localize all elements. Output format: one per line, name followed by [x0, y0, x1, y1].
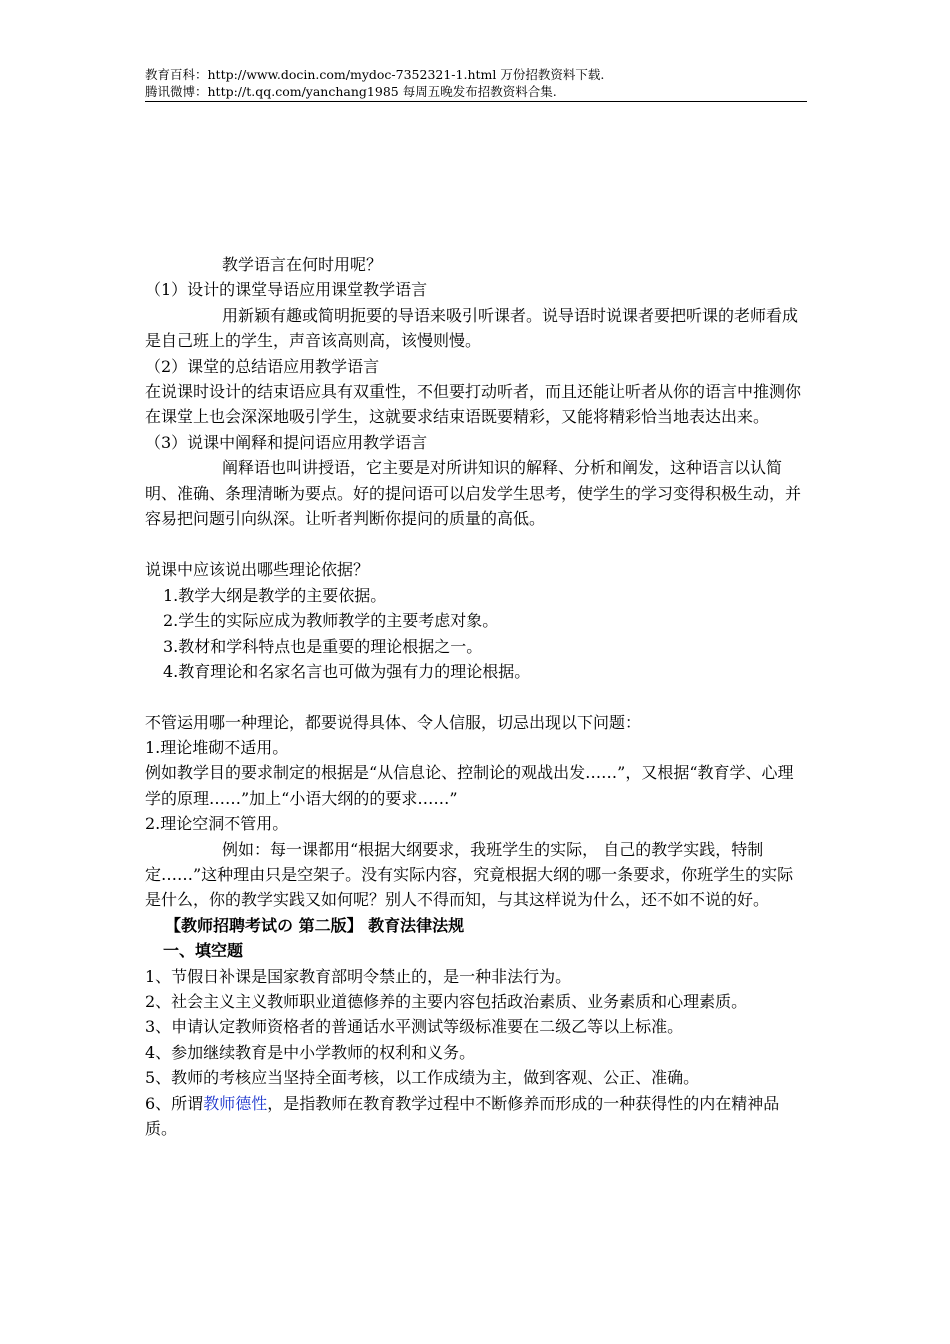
exam-question-6-suffix: ，是指教师在教育教学过程中不断修养而形成的一种获得性的内在精神品质。: [145, 1093, 780, 1138]
section3-point1-text: 例如教学目的要求制定的根据是“从信息论、控制论的观战出发……”，又根据“教育学、心理学的原理……”加上“小语大纲的的要求……”: [145, 763, 794, 808]
list-item: 1.教学大纲是教学的主要依据。: [163, 585, 387, 605]
document-body: [145, 252, 807, 1141]
exam-question-5: 5、教师的考核应当坚持全面考核，以工作成绩为主，做到客观、公正、准确。: [145, 1068, 700, 1088]
exam-question-2: 2、社会主义主义教师职业道德修养的主要内容包括政治素质、业务素质和心理素质。: [145, 991, 748, 1011]
section1-item1-text: 用新颖有趣或简明扼要的导语来吸引听课者。说导语时说课者要把听课的老师看成是自己班上的学生，声音该高则高，该慢则慢。: [145, 305, 799, 351]
section3-point2-title: 2.理论空洞不管用。: [145, 814, 289, 834]
page-header: [145, 66, 807, 102]
section1-item2-title: （2）课堂的总结语应用教学语言: [145, 356, 380, 376]
exam-question-6-prefix: 6、所谓: [145, 1093, 204, 1113]
section3-intro: 不管运用哪一种理论，都要说得具体、令人信服，切忌出现以下问题：: [145, 712, 642, 732]
exam-question-1: 1、节假日补课是国家教育部明令禁止的，是一种非法行为。: [145, 966, 572, 986]
header-line-docin: 教育百科：http://www.docin.com/mydoc-7352321-1.html 万份招教资料下载.: [145, 67, 605, 82]
section3-point1-title: 1.理论堆砌不适用。: [145, 737, 289, 757]
section1-item3-text: 阐释语也叫讲授语，它主要是对所讲知识的解释、分析和阐发，这种语言以认简明、准确、条理清晰为要点。好的提问语可以启发学生思考，使学生的学习变得积极生动，并容易把问题引向纵深。让听者判断你提问的质量的高低。: [145, 458, 802, 529]
header-line-weibo: 腾讯微博：http://t.qq.com/yanchang1985 每周五晚发布招教资料合集.: [145, 84, 557, 99]
section3-point2-text: 例如：每一课都用“根据大纲要求，我班学生的实际， 自己的教学实践，特制定……”这种理由只是空架子。没有实际内容，究竟根据大纲的哪一条要求，你班学生的实际是什么，你的教学实践又如何呢？别人不得而知，与其这样说为什么，还不如不说的好。: [145, 839, 794, 910]
list-item: 3.教材和学科特点也是重要的理论根据之一。: [163, 636, 483, 656]
exam-question-4: 4、参加继续教育是中小学教师的权利和义务。: [145, 1042, 476, 1062]
section1-item2-text: 在说课时设计的结束语应具有双重性，不但要打动听者，而且还能让听者从你的语言中推测你在课堂上也会深深地吸引学生，这就要求结束语既要精彩，又能将精彩恰当地表达出来。: [145, 382, 802, 427]
exam-subtitle: 一、填空题: [163, 941, 244, 961]
exam-title: 【教师招聘考试の 第二版】 教育法律法规: [165, 915, 465, 935]
section1-item3-title: （3）说课中阐释和提问语应用教学语言: [145, 432, 428, 452]
exam-question-3: 3、申请认定教师资格者的普通话水平测试等级标准要在二级乙等以上标准。: [145, 1017, 684, 1037]
section2-question: 说课中应该说出哪些理论依据？: [145, 560, 370, 580]
list-item: 2.学生的实际应成为教师教学的主要考虑对象。: [163, 611, 499, 631]
teacher-virtue-link[interactable]: 教师德性: [203, 1093, 268, 1113]
section1-item1-title: （1）设计的课堂导语应用课堂教学语言: [145, 280, 428, 300]
exam-question-6: [145, 1091, 807, 1142]
list-item: 4.教育理论和名家名言也可做为强有力的理论根据。: [163, 662, 531, 682]
section1-question: 教学语言在何时用呢？: [222, 255, 383, 274]
